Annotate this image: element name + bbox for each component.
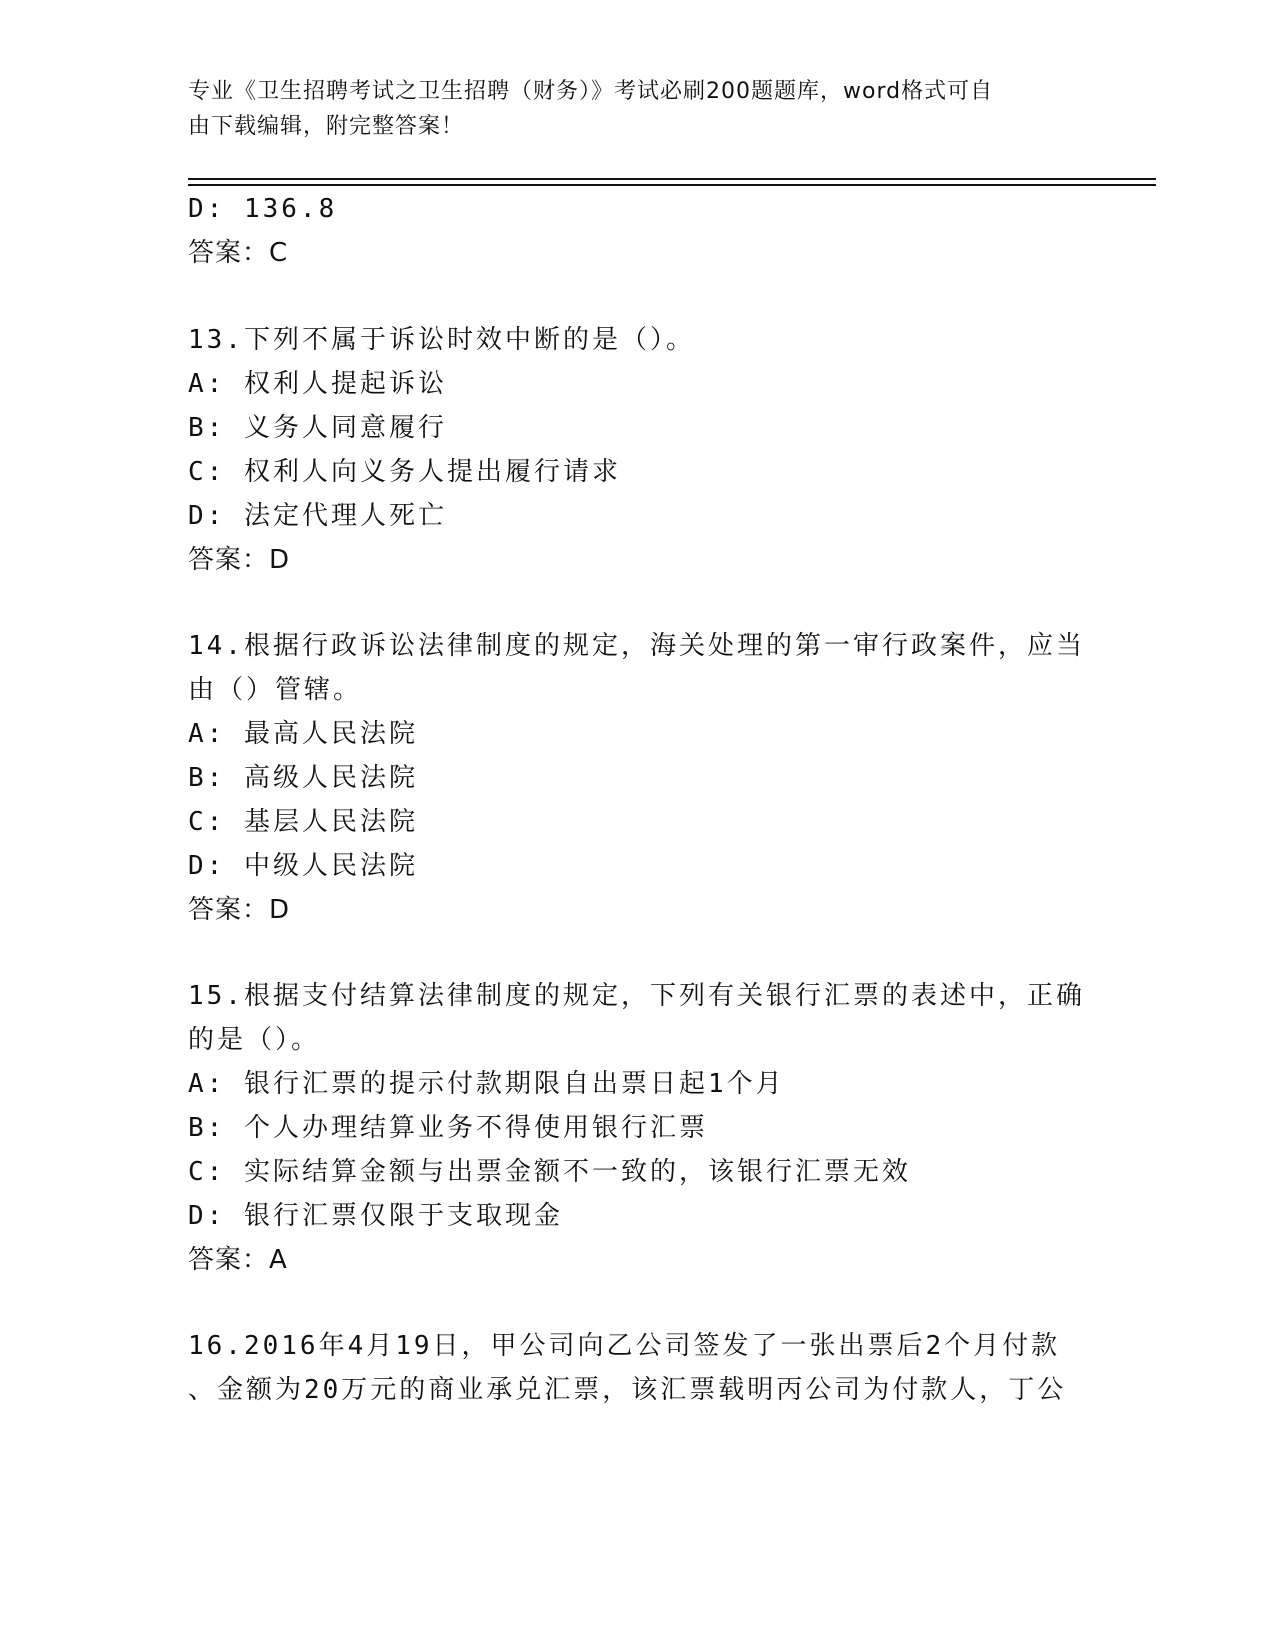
option-b: B: 个人办理结算业务不得使用银行汇票 <box>188 1113 708 1143</box>
option-a: A: 银行汇票的提示付款期限自出票日起1个月 <box>188 1069 785 1099</box>
option-b: B: 义务人同意履行 <box>188 413 447 443</box>
document-header <box>188 74 1068 144</box>
answer-line: 答案：C <box>188 238 289 268</box>
header-divider-bottom <box>188 184 1156 186</box>
option-a: A: 权利人提起诉讼 <box>188 369 447 399</box>
option-a: A: 最高人民法院 <box>188 719 418 749</box>
header-divider-top <box>188 178 1156 180</box>
answer-line: 答案：A <box>188 1245 288 1275</box>
option-d: D: 中级人民法院 <box>188 851 418 881</box>
option-d: D: 银行汇票仅限于支取现金 <box>188 1201 563 1231</box>
option-c: C: 基层人民法院 <box>188 807 418 837</box>
question-stem: 15.根据支付结算法律制度的规定，下列有关银行汇票的表述中，正确 <box>188 981 1085 1011</box>
question-stem-continued: 的是（）。 <box>188 1025 321 1055</box>
question-stem: 16.2016年4月19日，甲公司向乙公司签发了一张出票后2个月付款 <box>188 1331 1061 1361</box>
header-line-1: 专业《卫生招聘考试之卫生招聘（财务）》考试必刷200题题库，word格式可自 <box>188 79 994 104</box>
answer-line: 答案：D <box>188 545 291 575</box>
option-c: C: 权利人向义务人提出履行请求 <box>188 457 621 487</box>
question-stem: 13.下列不属于诉讼时效中断的是（）。 <box>188 325 695 355</box>
option-c: C: 实际结算金额与出票金额不一致的，该银行汇票无效 <box>188 1157 911 1187</box>
option-d: D: 法定代理人死亡 <box>188 501 447 531</box>
question-stem-continued: 、金额为20万元的商业承兑汇票，该汇票载明丙公司为付款人，丁公 <box>188 1375 1067 1405</box>
answer-line: 答案：D <box>188 895 291 925</box>
option-d: D: 136.8 <box>188 194 338 224</box>
option-b: B: 高级人民法院 <box>188 763 418 793</box>
question-stem: 14.根据行政诉讼法律制度的规定，海关处理的第一审行政案件，应当 <box>188 631 1085 661</box>
question-stem-continued: 由（）管辖。 <box>188 675 363 705</box>
header-line-2: 由下载编辑，附完整答案！ <box>188 114 465 139</box>
